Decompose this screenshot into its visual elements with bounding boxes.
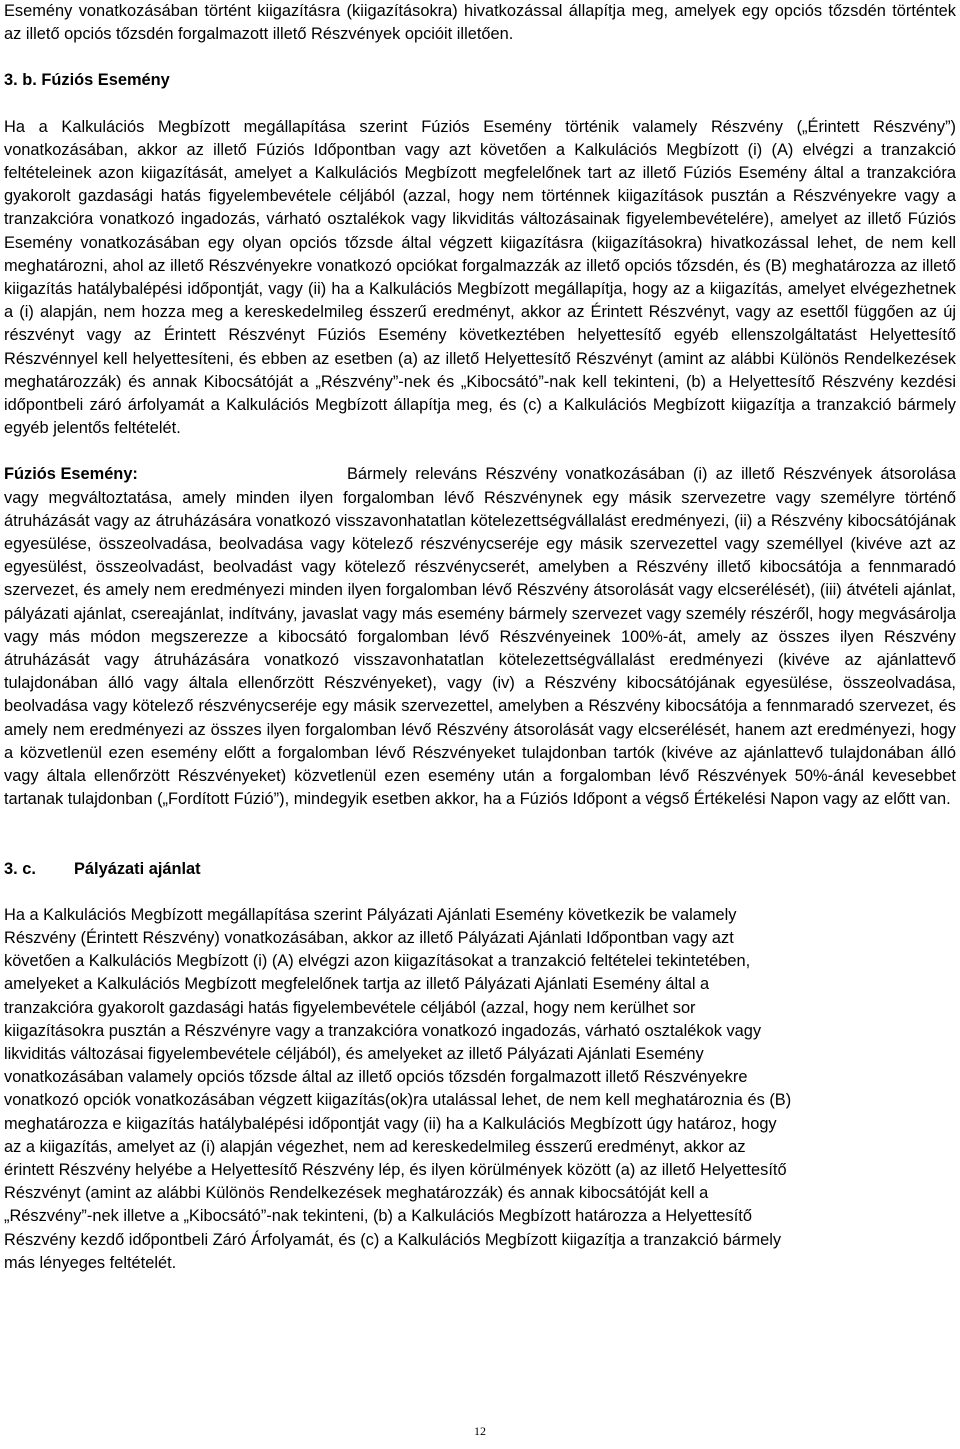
page-number: 12	[474, 1424, 486, 1438]
definition-text: Bármely releváns Részvény vonatkozásában (i) az illető Részvények átsorolása vagy megváltoztatása, amely minden ilyen forgalomban lévő Részvénynek egy másik szervezetre vagy személyre történő átruházását vagy az átruházására vonatkozó visszavonhatatlan kötelezettségvállalást eredményezi, (ii) a Részvény kibocsátójának egyesülése, összeolvadása, beolvadása vagy kötelező részvénycseréje egy másik szervezettel vagy személlyel (kivéve azt az egyesülést, összeolvadást, beolvadást vagy kötelező részvénycserét, amelyben a Részvény illető kibocsátója a fennmaradó szervezet, és amely nem eredményezi minden ilyen forgalomban lévő Részvény átsorolását vagy elcserélését), (iii) átvételi ajánlat, pályázati ajánlat, csereajánlat, indítvány, javaslat vagy más esemény bármely szervezet vagy személy részéről, hogy megvásárolja vagy más módon megszerezze a kibocsátó forgalomban lévő Részvényeinek 100%-át, amely az összes ilyen Részvény átruházását vagy átruházására vonatkozó visszavonhatatlan kötelezettségvállalást eredményezi (kivéve az ajánlattevő tulajdonában álló vagy általa ellenőrzött Részvényeket), vagy (iv) a Részvény kibocsátójának egyesülése, összeolvadása, beolvadása vagy kötelező részvénycseréje egy másik szervezettel, amelyben a Részvény kibocsátója a fennmaradó szervezet, és amely nem eredményezi az összes ilyen forgalomban lévő Részvény átsorolását vagy elcserélését, hanem azt eredményezi, hogy a közvetlenül ezen esemény előtt a forgalomban lévő Részvényeket tulajdonban tartók (kivéve az ajánlattevő tulajdonában álló vagy általa ellenőrzött Részvényeket) közvetlenül ezen esemény után a forgalomban lévő Részvények 50%-ánál kevesebbet tartanak tulajdonban („Fordított Fúzió”), mindegyik esetben akkor, ha a Fúziós Időpont a végső Értékelési Napon vagy az előtt van.	[4, 465, 956, 809]
section-c-line: meghatározza e kiigazítás hatálybalépési időpontját vagy (ii) ha a Kalkulációs Megbízott úgy határoz, hogy	[4, 1114, 777, 1133]
section-c-line: „Részvény”-nek illetve a „Kibocsátó”-nak tekinteni, (b) a Kalkulációs Megbízott határozza a Helyettesítő	[4, 1207, 752, 1226]
definition-paragraph	[4, 463, 956, 811]
section-c-line: likviditás változásai figyelembevétele céljából), és amelyeket az illető Pályázati Ajánlati Esemény	[4, 1044, 704, 1063]
section-c-line: az a kiigazítás, amelyet az (i) alapján végezhet, nem ad kereskedelmileg ésszerű eredményt, akkor az	[4, 1137, 746, 1156]
section-b-body: Ha a Kalkulációs Megbízott megállapítása szerint Fúziós Esemény történik valamely Részvény („Érintett Részvény”) vonatkozásában, akkor az illető Fúziós Időpontban vagy azt követően a Kalkulációs Megbízott (i) (A) elvégzi a tranzakció feltételeinek azon kiigazítását, amelyet a Kalkulációs Megbízott megfelelőnek tart az illető Fúziós Esemény által a tranzakcióra gyakorolt gazdasági hatás figyelembevétele céljából (azzal, hogy nem történnek kiigazítások pusztán a Részvényekre vagy a tranzakcióra vonatkozó ingadozás, várható osztalékok vagy likviditás változásainak figyelembevételére), amelyet az illető Fúziós Esemény vonatkozásában egy olyan opciós tőzsde által végzett kiigazításra (kiigazításokra) hivatkozással lehet, de nem kell meghatározni, ahol az illető Részvényekre vonatkozó opciókat forgalmazzák az illető opciós tőzsdén, és (B) meghatározza az illető kiigazítás hatálybalépési időpontját, vagy (ii) ha a Kalkulációs Megbízott megállapítja, hogy az a kiigazítás, amelyet elvégezhetnek a (i) alapján, nem hozza meg a kereskedelmileg ésszerű eredményt, akkor az Érintett Részvényt, vagy az esettől függően az új részvényt vagy az Érintett Részvényt Fúziós Esemény következtében helyettesítő egyéb ellenszolgáltatást Helyettesítő Részvénnyel kell helyettesíteni, és ebben az esetben (a) az illető Helyettesítő Részvényt (amint az alábbi Különös Rendelkezések meghatározzák) és annak Kibocsátóját a „Részvény”-nek és „Kibocsátó”-nak kell tekinteni, (b) a Helyettesítő Részvény kezdési időpontbeli záró árfolyamát a Kalkulációs Megbízott állapítja meg, és (c) a Kalkulációs Megbízott kiigazítja a tranzakció bármely egyéb jelentős feltételét.	[4, 117, 956, 438]
section-c-line: kiigazításokra pusztán a Részvényre vagy a tranzakcióra vonatkozó ingadozás, várható osztalékok vagy	[4, 1021, 762, 1040]
section-c-title: Pályázati ajánlat	[74, 859, 201, 878]
section-b-heading: 3. b. Fúziós Esemény	[4, 71, 170, 90]
section-c-line: amelyeket a Kalkulációs Megbízott megfelelőnek tartja az illető Pályázati Ajánlati Esemény által a	[4, 975, 710, 994]
section-c-line: követően a Kalkulációs Megbízott (i) (A) elvégzi azon kiigazításokat a tranzakció feltételei tekintetében,	[4, 952, 751, 971]
definition-term: Fúziós Esemény:	[4, 465, 138, 484]
section-c-line: Részvény (Érintett Részvény) vonatkozásában, akkor az illető Pályázati Ajánlati Időpontban vagy azt	[4, 928, 734, 947]
section-c-body	[4, 904, 956, 1275]
section-c-line: tranzakcióra gyakorolt gazdasági hatás figyelembevétele céljából (azzal, hogy nem kerülhet sor	[4, 998, 696, 1017]
document-page	[4, 0, 956, 1275]
section-c-line: vonatkozásában valamely opciós tőzsde által az illető opciós tőzsdén forgalmazott illető Részvényekre	[4, 1068, 748, 1087]
section-c-line: vonatkozó opciók vonatkozásában végzett kiigazítás(ok)ra utalással lehet, de nem kell meghatároznia és (B)	[4, 1091, 792, 1110]
section-c-line: Részvény kezdő időpontbeli Záró Árfolyamát, és (c) a Kalkulációs Megbízott kiigazítja a tranzakció bármely	[4, 1230, 782, 1249]
section-c-line: Részvényt (amint az alábbi Különös Rendelkezések meghatározzák) és annak kibocsátóját kell a	[4, 1184, 709, 1203]
section-c-number: 3. c.	[4, 859, 36, 878]
intro-paragraph: Esemény vonatkozásában történt kiigazításra (kiigazításokra) hivatkozással állapítja meg, amelyek egy opciós tőzsdén történtek az illető opciós tőzsdén forgalmazott illető Részvények opcióit illetően.	[4, 2, 956, 44]
section-c-line: Ha a Kalkulációs Megbízott megállapítása szerint Pályázati Ajánlati Esemény következik be valamely	[4, 905, 737, 924]
section-c-heading	[4, 858, 956, 881]
section-c-line: más lényeges feltételét.	[4, 1253, 177, 1272]
section-c-line: érintett Részvény helyébe a Helyettesítő Részvény lép, és ilyen körülmények között (a) az illető Helyettesítő	[4, 1160, 787, 1179]
